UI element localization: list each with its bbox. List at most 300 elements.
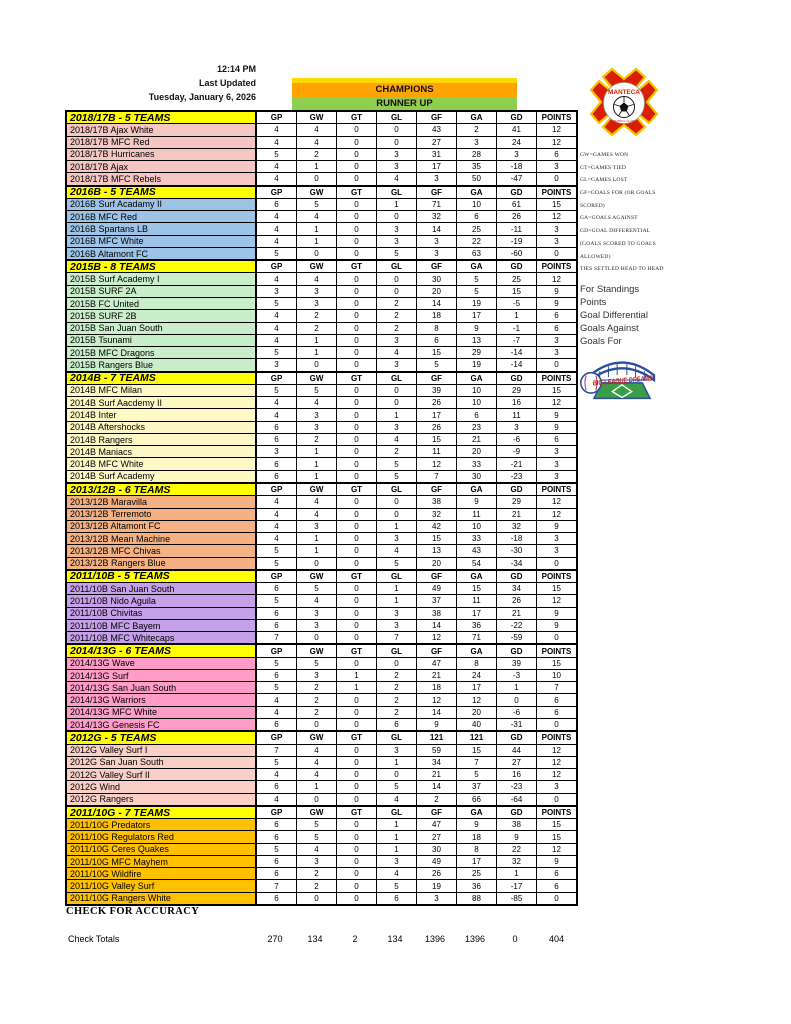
stat-cell[interactable]: 49 — [417, 583, 457, 594]
team-name-cell[interactable]: 2014/13G Warriors — [67, 694, 257, 705]
stat-cell[interactable]: 3 — [377, 359, 417, 370]
stat-cell[interactable]: -18 — [497, 533, 537, 544]
stat-cell[interactable]: 5 — [257, 757, 297, 768]
stat-cell[interactable]: 7 — [257, 880, 297, 891]
column-header-cell[interactable]: GD — [497, 373, 537, 384]
stat-cell[interactable]: 5 — [297, 199, 337, 210]
stat-cell[interactable]: 0 — [337, 757, 377, 768]
stat-cell[interactable]: 1 — [297, 335, 337, 346]
column-header-cell[interactable]: GW — [297, 261, 337, 272]
stat-cell[interactable]: 1 — [377, 583, 417, 594]
stat-cell[interactable]: 63 — [457, 248, 497, 259]
stat-cell[interactable]: 12 — [537, 124, 576, 135]
stat-cell[interactable]: 4 — [257, 694, 297, 705]
column-header-cell[interactable]: GT — [337, 484, 377, 495]
team-name-cell[interactable]: 2011/10B MFC Bayem — [67, 620, 257, 631]
stat-cell[interactable]: 3 — [457, 137, 497, 148]
stat-cell[interactable]: 15 — [417, 434, 457, 445]
stat-cell[interactable]: 5 — [257, 248, 297, 259]
division-title-cell[interactable]: 2016B - 5 TEAMS — [67, 187, 257, 198]
team-name-cell[interactable]: 2013/12B Rangers Blue — [67, 558, 257, 569]
stat-cell[interactable]: 29 — [497, 496, 537, 507]
stat-cell[interactable]: 0 — [537, 248, 576, 259]
stat-cell[interactable]: 5 — [297, 831, 337, 842]
column-header-cell[interactable]: GP — [257, 112, 297, 123]
team-name-cell[interactable]: 2016B Spartans LB — [67, 223, 257, 234]
stat-cell[interactable]: 29 — [457, 347, 497, 358]
stat-cell[interactable]: 0 — [377, 273, 417, 284]
stat-cell[interactable]: 1 — [377, 409, 417, 420]
division-title-cell[interactable]: 2014/13G - 6 TEAMS — [67, 645, 257, 656]
stat-cell[interactable]: 2 — [457, 124, 497, 135]
stat-cell[interactable]: 0 — [337, 211, 377, 222]
team-name-cell[interactable]: 2014B Surf Academy — [67, 471, 257, 482]
stat-cell[interactable]: 4 — [377, 173, 417, 184]
stat-cell[interactable]: 5 — [257, 298, 297, 309]
stat-cell[interactable]: 0 — [337, 458, 377, 469]
stat-cell[interactable]: 9 — [537, 286, 576, 297]
stat-cell[interactable]: 5 — [257, 595, 297, 606]
column-header-cell[interactable]: GL — [377, 261, 417, 272]
stat-cell[interactable]: 2 — [297, 707, 337, 718]
stat-cell[interactable]: 5 — [257, 545, 297, 556]
stat-cell[interactable]: 0 — [537, 632, 576, 643]
team-name-cell[interactable]: 2013/12B Altamont FC — [67, 521, 257, 532]
stat-cell[interactable]: 59 — [417, 745, 457, 756]
stat-cell[interactable]: 6 — [377, 719, 417, 730]
stat-cell[interactable]: 2 — [417, 794, 457, 805]
stat-cell[interactable]: 3 — [297, 856, 337, 867]
stat-cell[interactable]: 32 — [417, 509, 457, 520]
stat-cell[interactable]: 0 — [337, 323, 377, 334]
stat-cell[interactable]: 9 — [457, 819, 497, 830]
stat-cell[interactable]: 4 — [257, 161, 297, 172]
stat-cell[interactable]: 9 — [457, 496, 497, 507]
team-name-cell[interactable]: 2014/13G San Juan South — [67, 682, 257, 693]
stat-cell[interactable]: 12 — [537, 844, 576, 855]
stat-cell[interactable]: 1 — [297, 347, 337, 358]
stat-cell[interactable]: 2 — [377, 298, 417, 309]
stat-cell[interactable]: 14 — [417, 781, 457, 792]
stat-cell[interactable]: 6 — [257, 434, 297, 445]
column-header-cell[interactable]: 121 — [417, 732, 457, 743]
stat-cell[interactable]: 0 — [297, 719, 337, 730]
stat-cell[interactable]: 3 — [537, 533, 576, 544]
stat-cell[interactable]: 17 — [457, 310, 497, 321]
stat-cell[interactable]: 5 — [377, 781, 417, 792]
stat-cell[interactable]: -23 — [497, 781, 537, 792]
stat-cell[interactable]: 19 — [457, 359, 497, 370]
stat-cell[interactable]: 9 — [497, 831, 537, 842]
stat-cell[interactable]: 6 — [257, 620, 297, 631]
stat-cell[interactable]: 4 — [257, 310, 297, 321]
stat-cell[interactable]: 47 — [417, 658, 457, 669]
team-name-cell[interactable]: 2014/13G Surf — [67, 670, 257, 681]
stat-cell[interactable]: 4 — [297, 745, 337, 756]
stat-cell[interactable]: 6 — [257, 719, 297, 730]
stat-cell[interactable]: 3 — [257, 359, 297, 370]
stat-cell[interactable]: 38 — [497, 819, 537, 830]
column-header-cell[interactable]: POINTS — [537, 261, 576, 272]
stat-cell[interactable]: 15 — [497, 286, 537, 297]
stat-cell[interactable]: 6 — [377, 893, 417, 904]
stat-cell[interactable]: 1 — [377, 819, 417, 830]
column-header-cell[interactable]: GT — [337, 807, 377, 818]
column-header-cell[interactable]: GA — [457, 571, 497, 582]
stat-cell[interactable]: 36 — [457, 620, 497, 631]
stat-cell[interactable]: 10 — [537, 670, 576, 681]
column-header-cell[interactable]: GP — [257, 807, 297, 818]
stat-cell[interactable]: 7 — [257, 745, 297, 756]
stat-cell[interactable]: 14 — [417, 223, 457, 234]
team-name-cell[interactable]: 2014B MFC Milan — [67, 385, 257, 396]
team-name-cell[interactable]: 2016B Altamont FC — [67, 248, 257, 259]
stat-cell[interactable]: 0 — [337, 236, 377, 247]
team-name-cell[interactable]: 2015B FC United — [67, 298, 257, 309]
stat-cell[interactable]: 27 — [497, 757, 537, 768]
team-name-cell[interactable]: 2016B Surf Acadamy II — [67, 199, 257, 210]
stat-cell[interactable]: 0 — [337, 310, 377, 321]
division-title-cell[interactable]: 2011/10G - 7 TEAMS — [67, 807, 257, 818]
column-header-cell[interactable]: GA — [457, 261, 497, 272]
stat-cell[interactable]: 1 — [377, 757, 417, 768]
stat-cell[interactable]: 88 — [457, 893, 497, 904]
stat-cell[interactable]: 2 — [297, 868, 337, 879]
stat-cell[interactable]: 25 — [497, 273, 537, 284]
stat-cell[interactable]: 37 — [417, 595, 457, 606]
stat-cell[interactable]: 4 — [257, 223, 297, 234]
team-name-cell[interactable]: 2011/10B MFC Whitecaps — [67, 632, 257, 643]
stat-cell[interactable]: 26 — [497, 211, 537, 222]
stat-cell[interactable]: 0 — [297, 794, 337, 805]
team-name-cell[interactable]: 2011/10B San Juan South — [67, 583, 257, 594]
stat-cell[interactable]: 4 — [297, 769, 337, 780]
stat-cell[interactable]: 0 — [337, 496, 377, 507]
stat-cell[interactable]: 1 — [297, 533, 337, 544]
stat-cell[interactable]: 35 — [457, 161, 497, 172]
stat-cell[interactable]: 0 — [337, 199, 377, 210]
stat-cell[interactable]: 9 — [537, 422, 576, 433]
stat-cell[interactable]: 21 — [497, 509, 537, 520]
stat-cell[interactable]: 23 — [457, 422, 497, 433]
stat-cell[interactable]: 3 — [297, 298, 337, 309]
stat-cell[interactable]: 16 — [497, 769, 537, 780]
stat-cell[interactable]: 29 — [497, 385, 537, 396]
stat-cell[interactable]: 10 — [457, 397, 497, 408]
stat-cell[interactable]: 1 — [377, 844, 417, 855]
column-header-cell[interactable]: GF — [417, 571, 457, 582]
stat-cell[interactable]: 5 — [257, 658, 297, 669]
stat-cell[interactable]: 32 — [417, 211, 457, 222]
stat-cell[interactable]: 17 — [457, 856, 497, 867]
stat-cell[interactable]: 1 — [297, 223, 337, 234]
stat-cell[interactable]: 3 — [537, 458, 576, 469]
team-name-cell[interactable]: 2018/17B MFC Red — [67, 137, 257, 148]
stat-cell[interactable]: 11 — [457, 595, 497, 606]
column-header-cell[interactable]: GT — [337, 112, 377, 123]
column-header-cell[interactable]: POINTS — [537, 112, 576, 123]
column-header-cell[interactable]: GF — [417, 645, 457, 656]
stat-cell[interactable]: 4 — [377, 794, 417, 805]
team-name-cell[interactable]: 2011/10G MFC Mayhem — [67, 856, 257, 867]
stat-cell[interactable]: 20 — [457, 707, 497, 718]
stat-cell[interactable]: 0 — [337, 223, 377, 234]
stat-cell[interactable]: 0 — [337, 880, 377, 891]
team-name-cell[interactable]: 2012G San Juan South — [67, 757, 257, 768]
column-header-cell[interactable]: POINTS — [537, 571, 576, 582]
team-name-cell[interactable]: 2011/10B Nido Aguila — [67, 595, 257, 606]
stat-cell[interactable]: 1 — [497, 682, 537, 693]
column-header-cell[interactable]: POINTS — [537, 484, 576, 495]
stat-cell[interactable]: 9 — [457, 323, 497, 334]
team-name-cell[interactable]: 2014B Maniacs — [67, 446, 257, 457]
team-name-cell[interactable]: 2011/10G Valley Surf — [67, 880, 257, 891]
team-name-cell[interactable]: 2016B MFC Red — [67, 211, 257, 222]
stat-cell[interactable]: 1 — [297, 781, 337, 792]
team-name-cell[interactable]: 2018/17B Ajax — [67, 161, 257, 172]
stat-cell[interactable]: 0 — [337, 558, 377, 569]
stat-cell[interactable]: 0 — [297, 558, 337, 569]
stat-cell[interactable]: -6 — [497, 707, 537, 718]
stat-cell[interactable]: 6 — [537, 707, 576, 718]
stat-cell[interactable]: 0 — [337, 620, 377, 631]
stat-cell[interactable]: 4 — [297, 509, 337, 520]
stat-cell[interactable]: 0 — [337, 385, 377, 396]
column-header-cell[interactable]: GF — [417, 112, 457, 123]
stat-cell[interactable]: 12 — [537, 137, 576, 148]
stat-cell[interactable]: 9 — [537, 409, 576, 420]
column-header-cell[interactable]: GP — [257, 484, 297, 495]
stat-cell[interactable]: 0 — [337, 719, 377, 730]
stat-cell[interactable]: 6 — [257, 583, 297, 594]
stat-cell[interactable]: 2 — [297, 310, 337, 321]
stat-cell[interactable]: 5 — [377, 880, 417, 891]
stat-cell[interactable]: 0 — [337, 545, 377, 556]
stat-cell[interactable]: 6 — [537, 880, 576, 891]
stat-cell[interactable]: 3 — [377, 745, 417, 756]
stat-cell[interactable]: 15 — [457, 583, 497, 594]
stat-cell[interactable]: -34 — [497, 558, 537, 569]
stat-cell[interactable]: 0 — [337, 248, 377, 259]
stat-cell[interactable]: 34 — [417, 757, 457, 768]
stat-cell[interactable]: 9 — [537, 620, 576, 631]
stat-cell[interactable]: 5 — [257, 558, 297, 569]
stat-cell[interactable]: 4 — [257, 173, 297, 184]
stat-cell[interactable]: 0 — [337, 397, 377, 408]
stat-cell[interactable]: 6 — [457, 211, 497, 222]
stat-cell[interactable]: 6 — [537, 868, 576, 879]
stat-cell[interactable]: 2 — [377, 446, 417, 457]
stat-cell[interactable]: 12 — [537, 496, 576, 507]
column-header-cell[interactable]: GP — [257, 732, 297, 743]
stat-cell[interactable]: 31 — [417, 149, 457, 160]
column-header-cell[interactable]: GW — [297, 645, 337, 656]
stat-cell[interactable]: 1 — [297, 446, 337, 457]
stat-cell[interactable]: 7 — [417, 471, 457, 482]
column-header-cell[interactable]: GF — [417, 261, 457, 272]
stat-cell[interactable]: 3 — [537, 161, 576, 172]
team-name-cell[interactable]: 2015B SURF 2A — [67, 286, 257, 297]
column-header-cell[interactable]: GT — [337, 571, 377, 582]
stat-cell[interactable]: 41 — [497, 124, 537, 135]
stat-cell[interactable]: -60 — [497, 248, 537, 259]
stat-cell[interactable]: 6 — [257, 781, 297, 792]
stat-cell[interactable]: 3 — [537, 446, 576, 457]
stat-cell[interactable]: 3 — [377, 533, 417, 544]
stat-cell[interactable]: 0 — [537, 173, 576, 184]
stat-cell[interactable]: 4 — [257, 273, 297, 284]
stat-cell[interactable]: 0 — [337, 359, 377, 370]
team-name-cell[interactable]: 2013/12B Mean Machine — [67, 533, 257, 544]
team-name-cell[interactable]: 2014/13G Wave — [67, 658, 257, 669]
column-header-cell[interactable]: GD — [497, 732, 537, 743]
stat-cell[interactable]: 10 — [457, 199, 497, 210]
column-header-cell[interactable]: 121 — [457, 732, 497, 743]
stat-cell[interactable]: 3 — [297, 422, 337, 433]
team-name-cell[interactable]: 2011/10B Chivitas — [67, 608, 257, 619]
stat-cell[interactable]: 3 — [297, 608, 337, 619]
team-name-cell[interactable]: 2015B SURF 2B — [67, 310, 257, 321]
stat-cell[interactable]: 3 — [537, 545, 576, 556]
stat-cell[interactable]: 21 — [417, 670, 457, 681]
stat-cell[interactable]: 6 — [257, 868, 297, 879]
stat-cell[interactable]: 0 — [537, 794, 576, 805]
stat-cell[interactable]: 1 — [377, 199, 417, 210]
stat-cell[interactable]: 3 — [377, 223, 417, 234]
team-name-cell[interactable]: 2011/10G Regulators Red — [67, 831, 257, 842]
stat-cell[interactable]: 8 — [457, 658, 497, 669]
column-header-cell[interactable]: POINTS — [537, 807, 576, 818]
team-name-cell[interactable]: 2013/12B Maravilla — [67, 496, 257, 507]
stat-cell[interactable]: 15 — [537, 385, 576, 396]
stat-cell[interactable]: 3 — [497, 422, 537, 433]
stat-cell[interactable]: 10 — [457, 521, 497, 532]
stat-cell[interactable]: 0 — [497, 694, 537, 705]
stat-cell[interactable]: -9 — [497, 446, 537, 457]
column-header-cell[interactable]: GA — [457, 645, 497, 656]
column-header-cell[interactable]: GW — [297, 187, 337, 198]
stat-cell[interactable]: 38 — [417, 496, 457, 507]
stat-cell[interactable]: 12 — [457, 694, 497, 705]
stat-cell[interactable]: 0 — [377, 658, 417, 669]
stat-cell[interactable]: 3 — [377, 422, 417, 433]
stat-cell[interactable]: 18 — [417, 682, 457, 693]
stat-cell[interactable]: 0 — [337, 273, 377, 284]
stat-cell[interactable]: 4 — [297, 397, 337, 408]
stat-cell[interactable]: 0 — [337, 347, 377, 358]
stat-cell[interactable]: 4 — [297, 595, 337, 606]
stat-cell[interactable]: 5 — [457, 273, 497, 284]
stat-cell[interactable]: 0 — [337, 173, 377, 184]
stat-cell[interactable]: 16 — [497, 397, 537, 408]
stat-cell[interactable]: 3 — [377, 335, 417, 346]
stat-cell[interactable]: 12 — [537, 211, 576, 222]
stat-cell[interactable]: 4 — [257, 769, 297, 780]
team-name-cell[interactable]: 2011/10G Rangers White — [67, 893, 257, 904]
column-header-cell[interactable]: GL — [377, 732, 417, 743]
stat-cell[interactable]: 0 — [337, 819, 377, 830]
stat-cell[interactable]: 24 — [457, 670, 497, 681]
stat-cell[interactable]: 43 — [417, 124, 457, 135]
column-header-cell[interactable]: GP — [257, 373, 297, 384]
stat-cell[interactable]: 0 — [337, 595, 377, 606]
team-name-cell[interactable]: 2018/17B Ajax White — [67, 124, 257, 135]
stat-cell[interactable]: -21 — [497, 458, 537, 469]
stat-cell[interactable]: 1 — [377, 521, 417, 532]
stat-cell[interactable]: 0 — [337, 137, 377, 148]
column-header-cell[interactable]: GD — [497, 187, 537, 198]
stat-cell[interactable]: 7 — [377, 632, 417, 643]
stat-cell[interactable]: -59 — [497, 632, 537, 643]
stat-cell[interactable]: 8 — [457, 844, 497, 855]
stat-cell[interactable]: 3 — [257, 286, 297, 297]
division-title-cell[interactable]: 2012G - 5 TEAMS — [67, 732, 257, 743]
division-title-cell[interactable]: 2013/12B - 6 TEAMS — [67, 484, 257, 495]
stat-cell[interactable]: 22 — [497, 844, 537, 855]
stat-cell[interactable]: 1 — [377, 831, 417, 842]
stat-cell[interactable]: 0 — [337, 521, 377, 532]
stat-cell[interactable]: 0 — [297, 359, 337, 370]
stat-cell[interactable]: 5 — [297, 658, 337, 669]
team-name-cell[interactable]: 2012G Rangers — [67, 794, 257, 805]
stat-cell[interactable]: 17 — [417, 409, 457, 420]
stat-cell[interactable]: 0 — [337, 694, 377, 705]
stat-cell[interactable]: 3 — [537, 471, 576, 482]
stat-cell[interactable]: 4 — [257, 211, 297, 222]
stat-cell[interactable]: 22 — [457, 236, 497, 247]
column-header-cell[interactable]: GW — [297, 484, 337, 495]
stat-cell[interactable]: 3 — [377, 620, 417, 631]
stat-cell[interactable]: 4 — [377, 347, 417, 358]
stat-cell[interactable]: 9 — [537, 298, 576, 309]
team-name-cell[interactable]: 2014B Surf Aacdemy II — [67, 397, 257, 408]
stat-cell[interactable]: 20 — [417, 286, 457, 297]
stat-cell[interactable]: 4 — [257, 707, 297, 718]
stat-cell[interactable]: 1 — [377, 595, 417, 606]
stat-cell[interactable]: 3 — [297, 286, 337, 297]
stat-cell[interactable]: 0 — [337, 161, 377, 172]
stat-cell[interactable]: 2 — [377, 323, 417, 334]
stat-cell[interactable]: 2 — [377, 682, 417, 693]
stat-cell[interactable]: 19 — [457, 298, 497, 309]
stat-cell[interactable]: 0 — [337, 533, 377, 544]
stat-cell[interactable]: 40 — [457, 719, 497, 730]
column-header-cell[interactable]: GW — [297, 112, 337, 123]
stat-cell[interactable]: 1 — [337, 670, 377, 681]
stat-cell[interactable]: 15 — [537, 199, 576, 210]
stat-cell[interactable]: 54 — [457, 558, 497, 569]
stat-cell[interactable]: 12 — [417, 632, 457, 643]
team-name-cell[interactable]: 2014B Aftershocks — [67, 422, 257, 433]
stat-cell[interactable]: 26 — [417, 422, 457, 433]
stat-cell[interactable]: 11 — [497, 409, 537, 420]
stat-cell[interactable]: 50 — [457, 173, 497, 184]
stat-cell[interactable]: 4 — [377, 545, 417, 556]
stat-cell[interactable]: 0 — [377, 509, 417, 520]
stat-cell[interactable]: 0 — [337, 298, 377, 309]
column-header-cell[interactable]: GL — [377, 187, 417, 198]
team-name-cell[interactable]: 2018/17B MFC Rebels — [67, 173, 257, 184]
stat-cell[interactable]: 44 — [497, 745, 537, 756]
stat-cell[interactable]: 5 — [257, 385, 297, 396]
stat-cell[interactable]: 3 — [257, 446, 297, 457]
stat-cell[interactable]: 15 — [537, 658, 576, 669]
stat-cell[interactable]: 0 — [377, 397, 417, 408]
stat-cell[interactable]: 12 — [417, 694, 457, 705]
stat-cell[interactable]: 3 — [297, 409, 337, 420]
stat-cell[interactable]: 5 — [457, 769, 497, 780]
column-header-cell[interactable]: GF — [417, 187, 457, 198]
